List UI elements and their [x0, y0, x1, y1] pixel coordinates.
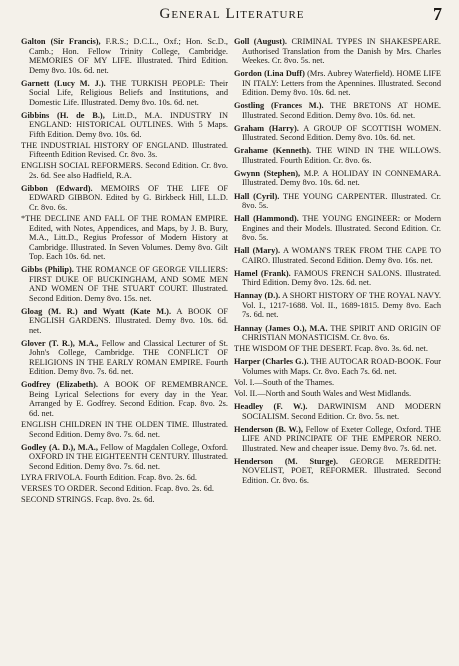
- entry-text: M.P. A HOLIDAY IN CONNEMARA. Illustrated. Demy 8vo. 10s. 6d. net.: [242, 168, 441, 188]
- entry-text: A WOMAN'S TREK FROM THE CAPE TO CAIRO. Illustrated. Second Edition. Demy 8vo. 16s. net.: [242, 246, 441, 265]
- author-name: Gostling (Frances M.).: [234, 101, 324, 111]
- entry-line: [21, 473, 228, 483]
- page-title: General Literature: [159, 6, 305, 22]
- entry-text: A GROUP OF SCOTTISH WOMEN. Illustrated. Second Edition. Demy 8vo. 10s. 6d. net.: [242, 123, 441, 143]
- catalogue-entry: [234, 269, 441, 288]
- author-name: Gordon (Lina Duff): [234, 69, 305, 79]
- running-header: [22, 6, 442, 28]
- entry-line: [234, 69, 441, 98]
- entry-line: [234, 402, 441, 421]
- entry-line: [21, 307, 228, 336]
- catalogue-entry: [21, 380, 228, 439]
- entry-line: [234, 37, 441, 66]
- author-name: Henderson (M. Sturge).: [234, 456, 338, 466]
- author-name: Hall (Cyril).: [234, 191, 280, 201]
- author-name: Harper (Charles G.).: [234, 357, 309, 367]
- entry-line: [21, 265, 228, 303]
- catalogue-entry: [234, 101, 441, 120]
- entry-text: THE ROMANCE OF GEORGE VILLIERS: FIRST DUKE OF BUCKINGHAM, AND SOME MEN AND WOMEN OF THE STUART COURT. Illustrated. Second Edition. Demy 8vo. 15s. net.: [29, 265, 228, 303]
- catalogue-entry: [234, 291, 441, 320]
- catalogue-entry: [21, 443, 228, 505]
- entry-text: LYRA FRIVOLA. Fourth Edition. Fcap. 8vo. 2s. 6d.: [21, 472, 198, 482]
- author-name: Gibbs (Philip).: [21, 265, 74, 275]
- catalogue-entry: [234, 192, 441, 211]
- entry-text: THE TURKISH PEOPLE: Their Social Life, Religious Beliefs and Institutions, and Domestic Life. Illustrated. Demy 8vo. 10s. 6d. net.: [29, 78, 228, 107]
- entry-line: [21, 37, 228, 75]
- entry-line: [234, 101, 441, 120]
- left-column: [21, 37, 228, 661]
- entry-text: THE INDUSTRIAL HISTORY OF ENGLAND. Illustrated. Fifteenth Edition Revised. Cr. 8vo. 3s.: [21, 140, 228, 160]
- entry-text: Vol. I.—South of the Thames.: [234, 377, 335, 387]
- author-name: Graham (Harry).: [234, 123, 299, 133]
- entry-text: A SHORT HISTORY OF THE ROYAL NAVY. Vol. I., 1217-1688. Vol. II., 1689-1815. Demy 8vo. Each 7s. 6d. net.: [242, 291, 441, 320]
- catalogue-entry: [234, 146, 441, 165]
- entry-line: [21, 380, 228, 418]
- page-number: 7: [433, 4, 442, 24]
- entry-text: GEORGE MEREDITH: NOVELIST, POET, REFORMER. Illustrated. Second Edition. Cr. 8vo. 6s.: [242, 456, 441, 485]
- entry-text: THE YOUNG CARPENTER. Illustrated. Cr. 8vo. 5s.: [242, 191, 441, 211]
- entry-text: Vol. II.—North and South Wales and West Midlands.: [234, 388, 412, 398]
- entry-line: [21, 443, 228, 472]
- author-name: Hannay (D.).: [234, 291, 281, 301]
- entry-line: [234, 192, 441, 211]
- author-name: Hall (Hammond).: [234, 214, 299, 224]
- author-name: Galton (Sir Francis),: [21, 37, 101, 46]
- author-name: Hamel (Frank).: [234, 268, 291, 278]
- catalogue-entry: [234, 425, 441, 454]
- entry-line: [21, 495, 228, 505]
- entry-line: [234, 344, 441, 354]
- entry-line: [21, 111, 228, 140]
- entry-line: [234, 357, 441, 376]
- author-name: Godfrey (Elizabeth).: [21, 380, 99, 390]
- catalogue-entry: [234, 169, 441, 188]
- author-name: Goll (August).: [234, 37, 287, 46]
- catalogue-entry: [234, 357, 441, 398]
- catalogue-entry: [21, 184, 228, 262]
- entry-text: A BOOK OF ENGLISH GARDENS. Illustrated. Demy 8vo. 10s. 6d. net.: [29, 306, 228, 335]
- catalogue-entry: [234, 69, 441, 98]
- entry-line: [234, 457, 441, 486]
- author-name: Garnett (Lucy M. J.).: [21, 78, 106, 88]
- catalogue-entry: [21, 265, 228, 303]
- entry-line: [21, 161, 228, 180]
- entry-text: MEMOIRS OF THE LIFE OF EDWARD GIBBON. Edited by G. Birkbeck Hill, LL.D. Cr. 8vo. 6s.: [29, 183, 228, 212]
- entry-line: [234, 246, 441, 265]
- entry-text: (Mrs. Aubrey Waterfield). HOME LIFE IN ITALY: Letters from the Apennines. Illustrated. Second Edition. Demy 8vo. 10s. 6d. net.: [242, 69, 441, 98]
- entry-text: ENGLISH SOCIAL REFORMERS. Second Edition. Cr. 8vo. 2s. 6d. See also Hadfield, R.A.: [21, 161, 228, 180]
- catalogue-entry: [234, 246, 441, 265]
- catalogue-entry: [234, 37, 441, 66]
- entry-text: SECOND STRINGS. Fcap. 8vo. 2s. 6d.: [21, 494, 155, 504]
- author-name: Gibbon (Edward).: [21, 183, 93, 193]
- entry-line: [21, 141, 228, 160]
- entry-line: [21, 79, 228, 108]
- entry-text: THE BRETONS AT HOME. Illustrated. Second Edition. Demy 8vo. 10s. 6d. net.: [242, 101, 441, 120]
- catalogue-entry: [234, 214, 441, 243]
- entry-text: VERSES TO ORDER. Second Edition. Fcap. 8vo. 2s. 6d.: [21, 483, 214, 493]
- entry-line: [234, 378, 441, 388]
- entry-line: [234, 214, 441, 243]
- entry-text: THE WIND IN THE WILLOWS. Illustrated. Fourth Edition. Cr. 8vo. 6s.: [242, 146, 441, 165]
- entry-line: [21, 184, 228, 213]
- entry-line: [234, 146, 441, 165]
- entry-line: [21, 484, 228, 494]
- entry-text: DARWINISM AND MODERN SOCIALISM. Second Edition. Cr. 8vo. 5s. net.: [242, 402, 441, 421]
- entry-text: CRIMINAL TYPES IN SHAKESPEARE. Authorised Translation from the Danish by Mrs. Charles Weekes. Cr. 8vo. 5s. net.: [242, 37, 441, 65]
- author-name: Headley (F. W.).: [234, 402, 308, 411]
- catalogue-entry: [21, 307, 228, 336]
- entry-text: F.R.S.; D.C.L., Oxf.; Hon. Sc.D., Camb.; Hon. Fellow Trinity College, Cambridge. MEMORIES OF MY LIFE. Illustrated. Third Edition. Demy 8vo. 10s. 6d. net.: [29, 37, 228, 75]
- entry-text: *THE DECLINE AND FALL OF THE ROMAN EMPIRE. Edited, with Notes, Appendices, and Maps, by J. B. Bury, M.A., Litt.D., Regius Professor of Modern History at Cambridge. Illustrated. In Seven Volumes. Demy 8vo. Gilt Top. Each 10s. 6d. net.: [21, 214, 228, 262]
- entry-line: [234, 124, 441, 143]
- catalogue-entry: [21, 339, 228, 377]
- entry-text: Fellow of Exeter College, Oxford. THE LIFE AND PRINCIPATE OF THE EMPEROR NERO. Illustrated. New and cheaper issue. Demy 8vo. 7s. 6d. net.: [242, 424, 441, 453]
- entry-line: [234, 291, 441, 320]
- catalogue-entry: [234, 124, 441, 143]
- entry-line: [21, 339, 228, 377]
- entry-line: [21, 214, 228, 262]
- entry-text: FAMOUS FRENCH SALONS. Illustrated. Third Edition. Demy 8vo. 12s. 6d. net.: [242, 268, 441, 288]
- author-name: Gibbins (H. de B.),: [21, 110, 105, 120]
- catalogue-entry: [234, 402, 441, 421]
- author-name: Hall (Mary).: [234, 246, 281, 256]
- author-name: Hannay (James O.), M.A.: [234, 323, 328, 333]
- right-column: [234, 37, 441, 661]
- catalogue-entry: [234, 457, 441, 486]
- entry-line: [21, 420, 228, 439]
- entry-text: THE YOUNG ENGINEER: or Modern Engines and their Models. Illustrated. Second Edition. Cr. 8vo. 5s.: [242, 214, 441, 243]
- catalogue-entry: [21, 79, 228, 108]
- entry-text: THE SPIRIT AND ORIGIN OF CHRISTIAN MONASTICISM. Cr. 8vo. 6s.: [242, 323, 441, 343]
- catalogue-entry: [21, 111, 228, 181]
- author-name: Gloag (M. R.) and Wyatt (Kate M.).: [21, 306, 172, 316]
- author-name: Godley (A. D.), M.A.,: [21, 442, 98, 452]
- entry-line: [234, 389, 441, 399]
- catalogue-entry: [234, 324, 441, 354]
- entry-text: Litt.D., M.A. INDUSTRY IN ENGLAND: HISTORICAL OUTLINES. With 5 Maps. Fifth Edition. Demy 8vo. 10s. 6d.: [29, 110, 228, 139]
- author-name: Henderson (B. W.),: [234, 424, 304, 434]
- entry-line: [234, 324, 441, 343]
- author-name: Glover (T. R.), M.A.,: [21, 338, 99, 348]
- entry-line: [234, 269, 441, 288]
- entry-text: THE WISDOM OF THE DESERT. Fcap. 8vo. 3s. 6d. net.: [234, 344, 428, 354]
- entry-text: THE AUTOCAR ROAD-BOOK. Four Volumes with Maps. Cr. 8vo. Each 7s. 6d. net.: [242, 357, 441, 376]
- entry-text: Fellow and Classical Lecturer of St. John's College, Cambridge. THE CONFLICT OF RELIGIONS IN THE EARLY ROMAN EMPIRE. Fourth Edition. Demy 8vo. 7s. 6d. net.: [29, 338, 228, 377]
- author-name: Grahame (Kenneth).: [234, 146, 312, 156]
- catalogue-entry: [21, 37, 228, 75]
- author-name: Gwynn (Stephen),: [234, 168, 301, 178]
- entry-text: ENGLISH CHILDREN IN THE OLDEN TIME. Illustrated. Second Edition. Demy 8vo. 7s. 6d. net.: [21, 420, 228, 439]
- entry-line: [234, 169, 441, 188]
- entry-text: Fellow of Magdalen College, Oxford. OXFORD IN THE EIGHTEENTH CENTURY. Illustrated. Second Edition. Demy 8vo. 7s. 6d. net.: [29, 442, 228, 471]
- entry-line: [234, 425, 441, 454]
- entry-text: A BOOK OF REMEMBRANCE. Being Lyrical Selections for every day in the Year. Arranged by E. Godfrey. Second Edition. Fcap. 8vo. 2s. 6d. net.: [29, 380, 228, 418]
